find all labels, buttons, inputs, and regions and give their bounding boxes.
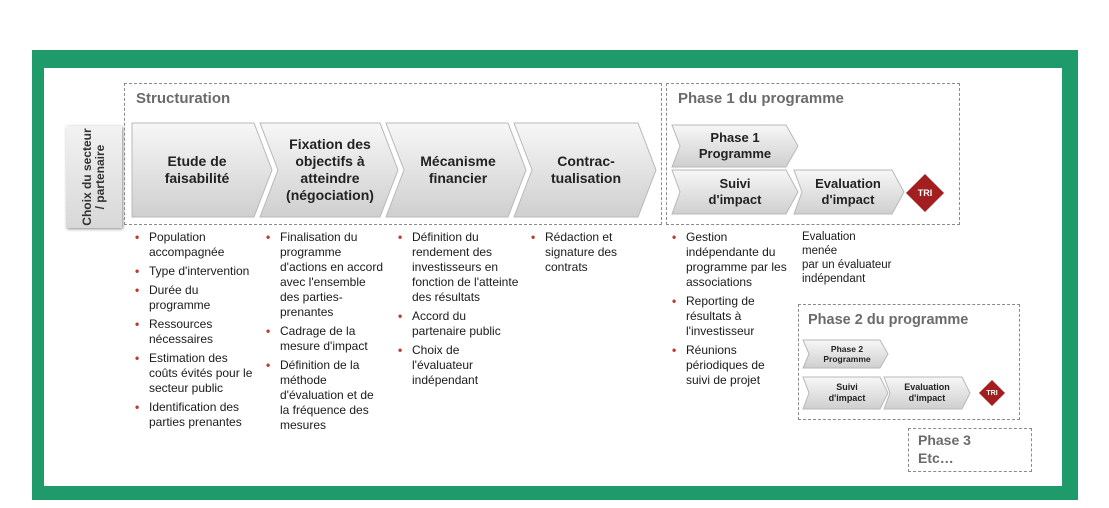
list-item: • Type d'intervention [135,264,257,279]
list-item: • Gestion indépendante du programme par les associations [672,230,790,290]
list-item: • Définition de la méthode d'évaluation et de la fréquence des mesures [266,358,384,433]
phase2-title: Phase 2 du programme [808,312,969,328]
list-item: • Ressources nécessaires [135,317,257,347]
col-etude [135,230,257,434]
list-item: • Cadrage de la mesure d'impact [266,324,384,354]
list-item: • Estimation des coûts évités pour le secteur public [135,351,257,396]
col-fixation [266,230,384,437]
list-item: • Reporting de résultats à l'investisseur [672,294,790,339]
step-mecanisme-label: Mécanisme financier [420,153,496,186]
phase1-title: Phase 1 du programme [678,90,844,107]
phase2-programme-label: Phase 2 Programme [823,344,871,364]
evaluation-note: Evaluation menée par un évaluateur indépendant [802,231,892,285]
phase2-suivi-label: Suivi d'impact [828,382,866,403]
choix-secteur-label: Choix du secteur / partenaire [80,128,107,226]
phase3-line1: Phase 3 [918,432,971,448]
col-mecanisme [398,230,520,392]
tri-label-phase1: TRI [917,188,933,198]
phase3-line2: Etc… [918,450,954,466]
list-item: • Rédaction et signature des contrats [531,230,643,275]
col-contrac [531,230,643,279]
phase1-suivi-label: Suivi d'impact [708,176,762,207]
structuration-title: Structuration [136,90,231,107]
step-fixation-label: Fixation des objectifs à atteindre (négociation) [286,136,374,203]
list-item: • Choix de l'évaluateur indépendant [398,343,520,388]
list-item: • Définition du rendement des investisseurs en fonction de l'atteinte des résultats [398,230,520,305]
list-item: • Population accompagnée [135,230,257,260]
list-item: • Identification des parties prenantes [135,400,257,430]
list-item: • Réunions périodiques de suivi de projet [672,343,790,388]
list-item: • Durée du programme [135,283,257,313]
step-contrac-label: Contrac- tualisation [550,153,621,186]
list-item: • Finalisation du programme d'actions en accord avec l'ensemble des parties-prenantes [266,230,384,320]
list-item: • Accord du partenaire public [398,309,520,339]
step-etude-label: Etude de faisabilité [164,153,230,186]
phase1-programme-label: Phase 1 Programme [698,130,772,161]
phase2-evaluation-label: Evaluation d'impact [904,382,950,403]
tri-label-phase2: TRI [986,389,998,397]
col-phase1-suivi [672,230,790,392]
phase1-evaluation-label: Evaluation d'impact [815,176,881,207]
